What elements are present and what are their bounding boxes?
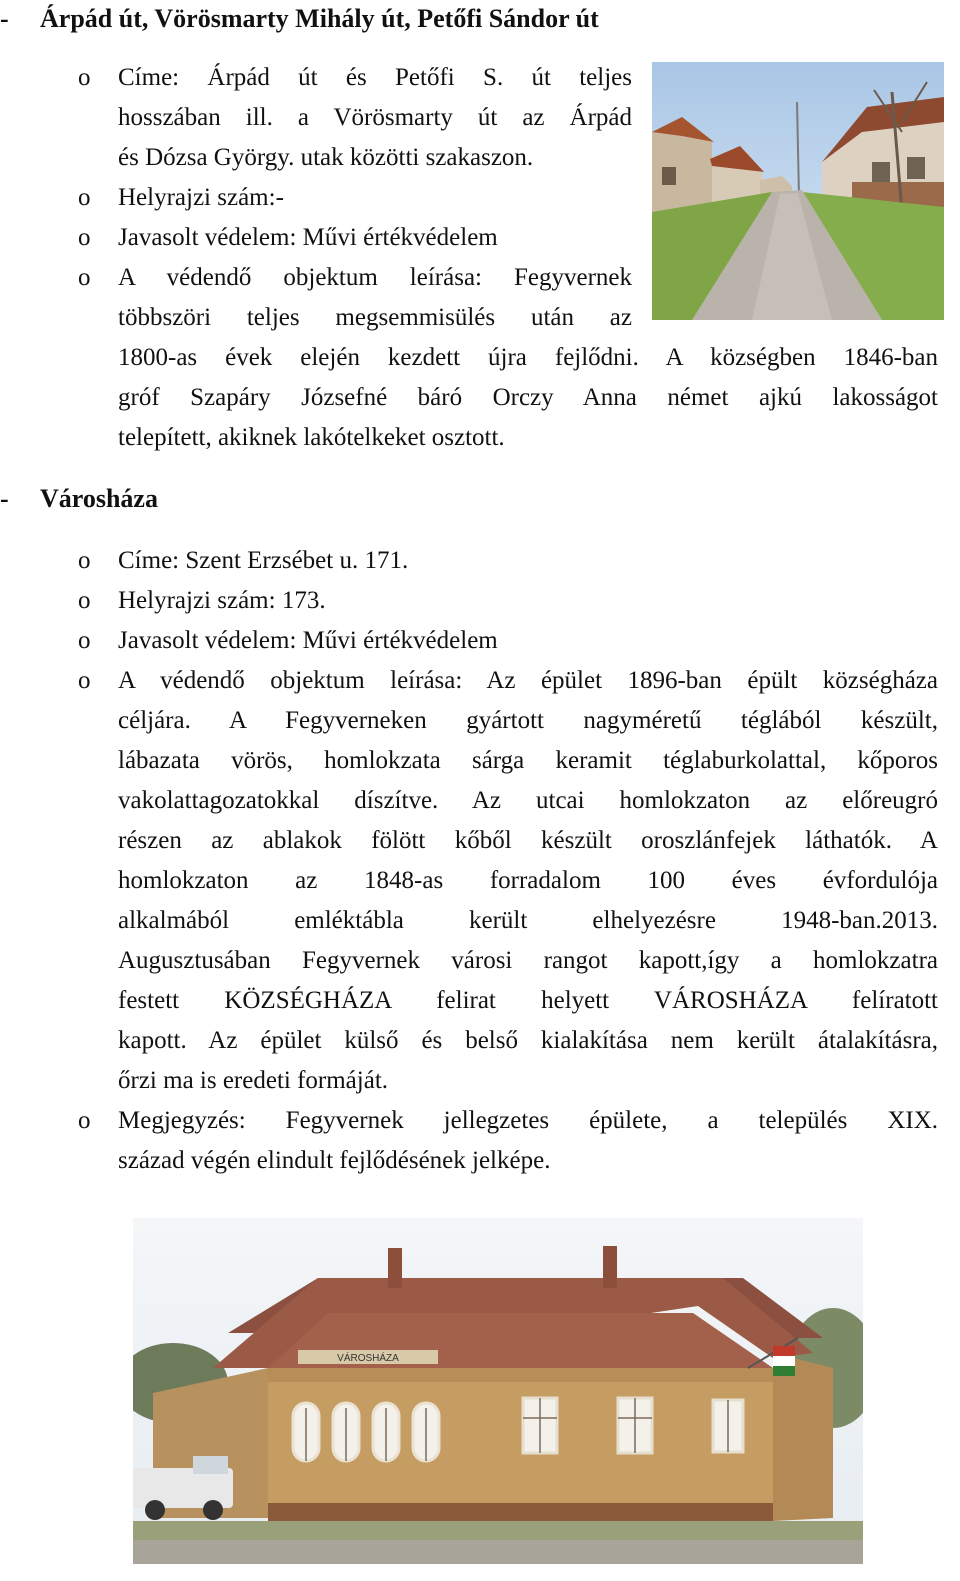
text-line: Címe: Szent Erzsébet u. 171. <box>118 547 409 574</box>
text-line: alkalmából emléktábla került elhelyezésre 1948-ban.2013. <box>118 907 938 934</box>
text-line: vakolattagozatokkal díszítve. Az utcai homlokzaton az előreugró <box>118 787 938 814</box>
bullet-marker: o <box>78 627 91 654</box>
text-line: hosszában ill. a Vörösmarty út az Árpád <box>118 104 632 131</box>
text-line: Címe: Árpád út és Petőfi S. út teljes <box>118 64 632 91</box>
text-line: Megjegyzés: Fegyvernek jellegzetes épülete, a település XIX. <box>118 1107 938 1134</box>
heading-title: Árpád út, Vörösmarty Mihály út, Petőfi Sándor út <box>40 4 599 33</box>
text-line: század végén elindult fejlődésének jelképe. <box>118 1147 551 1174</box>
text-line: A védendő objektum leírása: Fegyvernek <box>118 264 632 291</box>
text-line: 1800-as évek elején kezdett újra fejlődni. A községben 1846-ban <box>118 344 938 371</box>
bullet-marker: o <box>78 547 91 574</box>
bullet-marker: o <box>78 224 91 251</box>
text-line: homlokzaton az 1848-as forradalom 100 éves évfordulója <box>118 867 938 894</box>
text-line: többszöri teljes megsemmisülés után az <box>118 304 632 331</box>
text-line: részen az ablakok fölött kőből készült oroszlánfejek láthatók. A <box>118 827 938 854</box>
heading-title: Városháza <box>40 484 158 513</box>
text-line: Javasolt védelem: Művi értékvédelem <box>118 224 498 251</box>
bullet-marker: o <box>78 667 91 694</box>
text-line: Javasolt védelem: Művi értékvédelem <box>118 627 498 654</box>
text-line: és Dózsa György. utak közötti szakaszon. <box>118 144 534 171</box>
bullet-marker: o <box>78 184 91 211</box>
text-line: kapott. Az épület külső és belső kialakítása nem került átalakításra, <box>118 1027 938 1054</box>
text-line: A védendő objektum leírása: Az épület 1896-ban épült községháza <box>118 667 938 694</box>
heading-dash: - <box>0 484 9 513</box>
bullet-marker: o <box>78 264 91 291</box>
heading-dash: - <box>0 4 9 33</box>
text-line: gróf Szapáry Józsefné báró Orczy Anna német ajkú lakosságot <box>118 384 938 411</box>
text-line: Helyrajzi szám:- <box>118 184 284 211</box>
bullet-marker: o <box>78 1107 91 1134</box>
town-hall-photo <box>133 1218 863 1564</box>
text-line: Helyrajzi szám: 173. <box>118 587 326 614</box>
text-line: lábazata vörös, homlokzata sárga keramit téglaburkolattal, kőporos <box>118 747 938 774</box>
text-line: Augusztusában Fegyvernek városi rangot kapott,így a homlokzatra <box>118 947 938 974</box>
text-line: őrzi ma is eredeti formáját. <box>118 1067 389 1094</box>
bullet-marker: o <box>78 64 91 91</box>
building-sign: VÁROSHÁZA <box>337 1353 399 1364</box>
text-line: céljára. A Fegyverneken gyártott nagyméretű téglából készült, <box>118 707 938 734</box>
text-line: telepített, akiknek lakótelkeket osztott. <box>118 424 505 451</box>
text-line: festett KÖZSÉGHÁZA felirat helyett VÁROSHÁZA felíratott <box>118 987 938 1014</box>
bullet-marker: o <box>78 587 91 614</box>
street-photo <box>652 62 944 320</box>
